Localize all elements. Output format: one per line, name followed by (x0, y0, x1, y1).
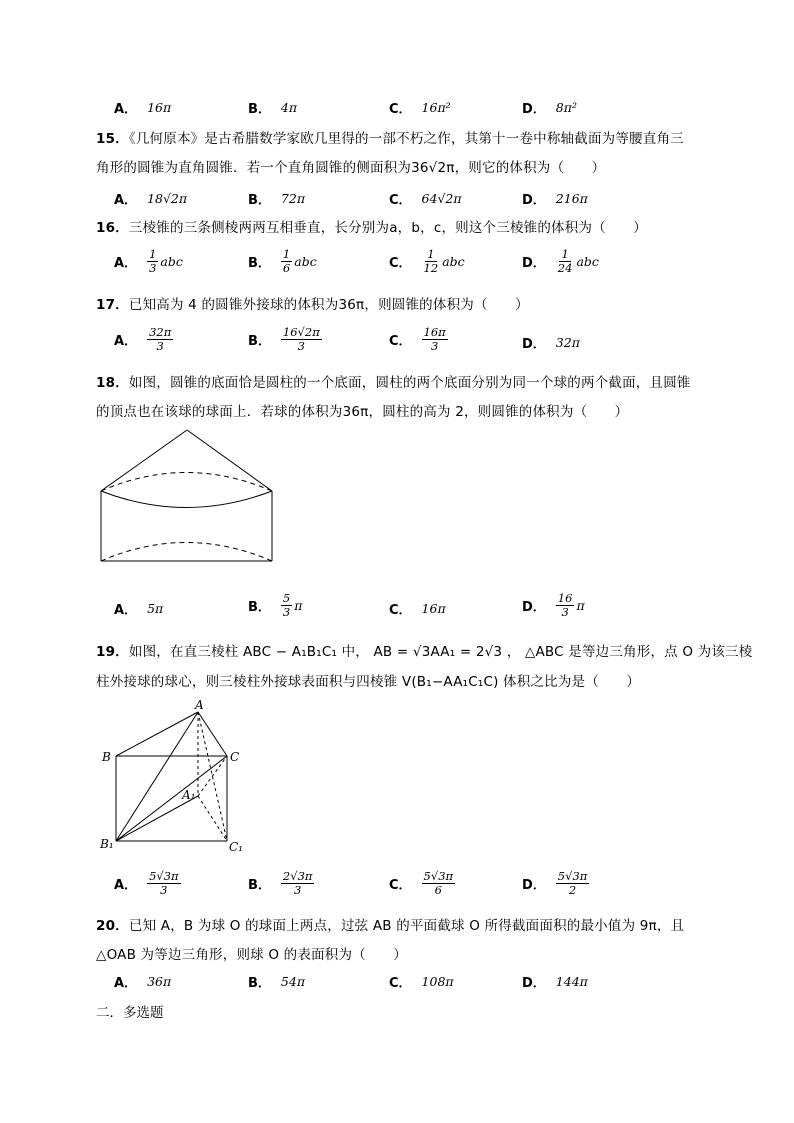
option-value: 16π (421, 601, 446, 616)
option-label: A． (114, 256, 138, 271)
bottom-base-back (101, 543, 272, 562)
fraction (281, 248, 292, 275)
q15-option-d[interactable] (522, 189, 588, 208)
q18-option-a[interactable] (114, 599, 163, 618)
q17-stem-line1 (96, 293, 529, 313)
fraction-numerator: 1 (149, 247, 157, 261)
q20-option-b[interactable] (248, 972, 305, 991)
fraction (147, 326, 173, 353)
option-label: C． (389, 976, 412, 991)
question-text: 《几何原本》是古希腊数学家欧几里得的一部不朽之作，其第十一卷中称轴截面为等腰直角三 (128, 131, 684, 147)
fraction-denominator: 24 (557, 261, 573, 275)
option-label: B． (248, 334, 271, 349)
fraction-denominator: 3 (156, 339, 164, 353)
option-value: 16π² (421, 100, 451, 115)
top-base-front (101, 491, 272, 508)
q18-option-d[interactable] (522, 592, 585, 619)
option-value: 144π (555, 974, 588, 989)
q20-option-d[interactable] (522, 972, 588, 991)
option-label: C． (389, 193, 412, 208)
q17-option-c[interactable] (389, 326, 450, 353)
option-label: C． (389, 603, 412, 618)
vertex-label-C: C (230, 750, 240, 764)
option-label: B． (248, 976, 271, 991)
q16-stem-line1 (96, 216, 647, 236)
fraction-numerator: 5√3π (149, 869, 179, 883)
q14-option-a[interactable] (114, 98, 171, 117)
question-text: 已知 A，B 为球 O 的球面上两点，过弦 AB 的平面截球 O 所得截面面积的最小值为 9π，且 (128, 918, 685, 934)
vertex-label-A: A (195, 698, 204, 712)
option-label: C． (389, 256, 412, 271)
option-value: 36π (147, 974, 172, 989)
question-text: 如图，在直三棱柱 ABC − A₁B₁C₁ 中， AB = √3AA₁ = 2√3 ， △ABC 是等边三角形，点 O 为该三棱 (128, 644, 753, 660)
fraction-denominator: 3 (297, 339, 305, 353)
option-value: 18√2π (147, 191, 188, 206)
fraction (556, 870, 590, 897)
question-number: 16． (96, 220, 129, 236)
option-label: A． (114, 976, 138, 991)
fraction-numerator: 1 (282, 247, 291, 261)
option-label: D． (522, 600, 546, 615)
q20-stem-line1 (96, 914, 684, 934)
fraction-numerator: 5 (282, 591, 291, 605)
option-label: A． (114, 878, 138, 893)
fraction-denominator: 3 (430, 339, 439, 353)
fraction-numerator: 16√2π (282, 325, 320, 339)
q18-stem-line2: 的顶点也在该球的球面上．若球的体积为36π，圆柱的高为 2，则圆锥的体积为（ ） (96, 404, 629, 420)
diagonal-B1C (116, 756, 227, 841)
option-label: B． (248, 878, 271, 893)
question-text: 三棱锥的三条侧棱两两互相垂直，长分别为a，b，c，则这个三棱锥的体积为（ ） (128, 220, 647, 236)
option-value: abc (442, 254, 465, 269)
fraction-denominator: 3 (561, 605, 569, 619)
option-label: A． (114, 603, 138, 618)
fraction (422, 870, 456, 897)
q20-stem-line2: △OAB 为等边三角形，则球 O 的表面积为（ ） (96, 947, 407, 963)
edge-AB (116, 712, 198, 756)
option-label: B． (248, 600, 271, 615)
q19-option-d[interactable] (522, 870, 591, 897)
cone-edge (187, 430, 272, 491)
fraction (147, 248, 158, 275)
option-label: D． (522, 878, 546, 893)
q14-option-d[interactable] (522, 98, 577, 117)
edge-B1A1 (116, 796, 198, 841)
fraction-numerator: 5√3π (557, 869, 588, 883)
question-number: 19． (96, 644, 129, 660)
option-value: abc (576, 254, 599, 269)
q18-cone-cylinder-figure (96, 424, 276, 569)
fraction (422, 248, 441, 275)
fraction-denominator: 3 (294, 883, 302, 897)
fraction-numerator: 16π (423, 325, 446, 339)
q20-option-c[interactable] (389, 972, 454, 991)
q17-option-b[interactable] (248, 326, 324, 353)
diagonal-A1C (198, 756, 227, 796)
q15-option-b[interactable] (248, 189, 305, 208)
question-number: 17． (96, 297, 129, 313)
q17-option-d[interactable] (522, 333, 580, 352)
option-label: D． (522, 976, 546, 991)
q16-option-c[interactable] (389, 248, 465, 275)
option-value: abc (160, 254, 183, 269)
q18-option-c[interactable] (389, 599, 446, 618)
option-label: A． (114, 193, 138, 208)
option-label: D． (522, 102, 546, 117)
q16-option-a[interactable] (114, 248, 183, 275)
q19-option-b[interactable] (248, 870, 316, 897)
top-base-back (101, 473, 272, 492)
fraction-denominator: 3 (282, 605, 291, 619)
fraction-denominator: 2 (568, 883, 577, 897)
q17-option-a[interactable] (114, 326, 175, 353)
option-label: C． (389, 102, 412, 117)
edge-A1C1 (198, 796, 227, 841)
q14-option-b[interactable] (248, 98, 297, 117)
vertex-label-B1: B₁ (100, 837, 114, 851)
q16-option-b[interactable] (248, 248, 317, 275)
fraction (281, 870, 315, 897)
q20-option-a[interactable] (114, 972, 171, 991)
fraction-numerator: 5√3π (423, 869, 454, 883)
fraction (281, 326, 322, 353)
q19-stem-line2: 柱外接球的球心，则三棱柱外接球表面积与四棱锥 V(B₁−AA₁C₁C) 体积之比为是（ ） (96, 674, 641, 690)
q19-prism-figure (96, 698, 256, 856)
option-value: 8π² (555, 100, 577, 115)
option-value: 32π (555, 335, 580, 350)
cone-edge (101, 430, 187, 491)
fraction-denominator: 6 (434, 883, 442, 897)
option-value: π (576, 598, 585, 613)
fraction-denominator: 6 (282, 261, 291, 275)
fraction-numerator: 32π (149, 325, 172, 339)
question-text: 如图，圆锥的底面恰是圆柱的一个底面，圆柱的两个底面分别为同一个球的两个截面，且圆锥 (128, 375, 691, 391)
q14-option-c[interactable] (389, 98, 451, 117)
option-label: D． (522, 193, 546, 208)
option-value: 4π (280, 100, 298, 115)
q15-stem-line2: 角形的圆锥为直角圆锥．若一个直角圆锥的侧面积为36√2π，则它的体积为（ ） (96, 160, 606, 176)
vertex-label-A1: A₁ (182, 788, 196, 802)
fraction-numerator: 1 (427, 247, 435, 261)
q15-option-a[interactable] (114, 189, 187, 208)
diagonal-B1A (116, 712, 198, 841)
question-text: 已知高为 4 的圆锥外接球的体积为36π，则圆锥的体积为（ ） (128, 297, 529, 313)
vertex-label-B: B (102, 750, 111, 764)
q15-option-c[interactable] (389, 189, 462, 208)
option-label: D． (522, 337, 546, 352)
option-label: B． (248, 193, 271, 208)
q15-stem-line1 (96, 127, 684, 147)
option-value: 108π (421, 974, 454, 989)
q19-option-a[interactable] (114, 870, 183, 897)
option-label: A． (114, 102, 138, 117)
fraction-denominator: 12 (423, 261, 439, 275)
q18-option-b[interactable] (248, 592, 302, 619)
fraction-numerator: 1 (561, 247, 569, 261)
q19-option-c[interactable] (389, 870, 457, 897)
edge-AC (198, 712, 227, 756)
question-number: 18． (96, 375, 129, 391)
option-label: C． (389, 878, 412, 893)
fraction-numerator: 2√3π (282, 869, 313, 883)
q16-option-d[interactable] (522, 248, 599, 275)
question-number: 20． (96, 918, 129, 934)
option-value: 64√2π (421, 191, 462, 206)
q18-stem-line1 (96, 371, 691, 391)
fraction (556, 592, 575, 619)
option-value: 54π (280, 974, 306, 989)
option-value: 5π (147, 601, 164, 616)
fraction (556, 248, 575, 275)
option-label: B． (248, 102, 271, 117)
fraction (422, 326, 448, 353)
option-value: 216π (555, 191, 588, 206)
option-value: abc (294, 254, 317, 269)
option-label: C． (389, 334, 412, 349)
option-label: D． (522, 256, 546, 271)
vertex-label-C1: C₁ (229, 840, 243, 854)
fraction (147, 870, 181, 897)
option-label: B． (248, 256, 271, 271)
fraction-denominator: 3 (160, 883, 168, 897)
question-number: 15． (96, 131, 129, 147)
section-heading: 二．多选题 (96, 1005, 164, 1021)
fraction (281, 592, 292, 619)
option-value: 16π (147, 100, 172, 115)
option-value: π (294, 598, 303, 613)
option-value: 72π (280, 191, 306, 206)
q19-stem-line1 (96, 640, 752, 660)
fraction-denominator: 3 (149, 261, 157, 275)
option-label: A． (114, 334, 138, 349)
fraction-numerator: 16 (557, 591, 573, 605)
